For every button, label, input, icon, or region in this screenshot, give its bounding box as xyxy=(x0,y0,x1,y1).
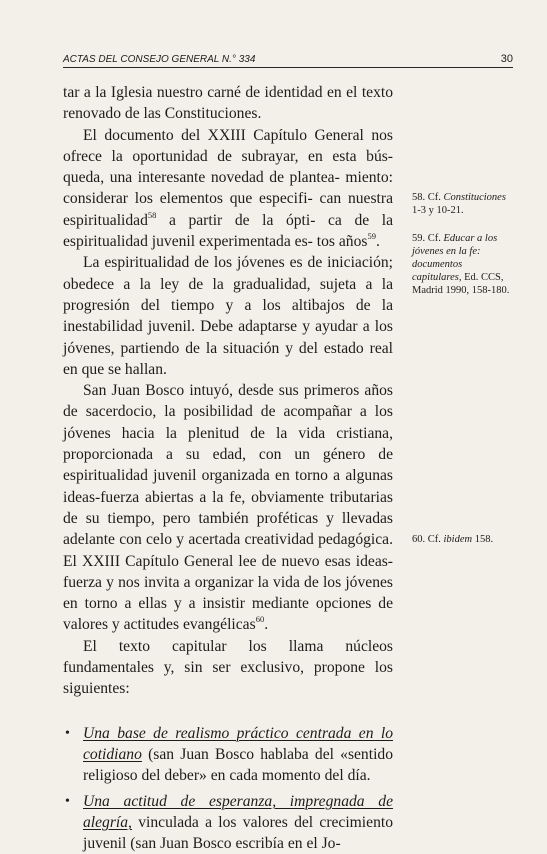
bullet-icon: • xyxy=(65,791,70,812)
footnote-ref-58[interactable]: 58 xyxy=(148,210,157,220)
paragraph-documento: El documento del XXIII Capítulo General nos ofrece la oportunidad de subrayar, en esta bús- queda, una interesante novedad de plantea- miento: considerar los elementos que especifi- can nuestra espiritualidad$^{58}$ a partir de la ópti- ca de la espiritualidad juvenil experimentada es- tos años$^{59}$. xyxy=(63,125,393,253)
footnote-ref-59[interactable]: 59 xyxy=(367,231,376,241)
list-item-text: (san Juan Bosco hablaba del «sentido religioso del deber» en cada momento del día. xyxy=(83,746,393,784)
page-number: 30 xyxy=(501,53,513,65)
list-item-title: Una actitud de esperanza, impregnada de alegría, xyxy=(83,793,393,831)
footnote-59: 59. Cf. Educar a los jóvenes en la fe: documentos capitulares, Ed. CCS, Madrid 1990, 158-180. xyxy=(412,232,514,297)
running-title: ACTAS DEL CONSEJO GENERAL N.° 334 xyxy=(63,54,255,65)
paragraph-nucleos: El texto capitular los llama núcleos fundamentales y, sin ser exclusivo, propone los siguientes: xyxy=(63,636,393,700)
list-item xyxy=(63,791,393,854)
footnote-60: 60. Cf. ibidem 158. xyxy=(412,533,514,546)
list-item-text: vinculada a los valores del crecimiento juvenil (san Juan Bosco escribía en el Jo- xyxy=(83,814,393,852)
main-text xyxy=(63,82,393,854)
paragraph-espiritualidad: La espiritualidad de los jóvenes es de iniciación; obedece a la ley de la gradualidad, sujeta a la progresión del tiempo y a los altibajos de la inestabilidad juvenil. Debe adaptarse y ayudar a los jóvenes, partiendo de la situación y del estado real en que se hallan. xyxy=(63,252,393,380)
list-item xyxy=(63,723,393,787)
header-rule xyxy=(63,67,513,68)
running-header xyxy=(63,53,513,65)
nucleos-list xyxy=(63,723,393,854)
paragraph-continued: tar a la Iglesia nuestro carné de identidad en el texto renovado de las Constituciones. xyxy=(63,82,393,125)
paragraph-san-juan-bosco: San Juan Bosco intuyó, desde sus primeros años de sacerdocio, la posibilidad de acompañar a los jóvenes hacia la plenitud de la vida cristiana, proporcionada a su edad, con un género de espiritualidad juvenil organizada en torno a algunas ideas-fuerza abiertas a la fe, obviamente tributarias de su tiempo, pero también proféticas y llevadas adelante con celo y acertada creatividad pedagógica. El XXIII Capítulo General lee de nuevo esas ideas-fuerza y nos invita a organizar la vida de los jóvenes en torno a ellas y a insistir mediante opciones de valores y actitudes evangélicas$^{60}$. xyxy=(63,380,393,636)
footnote-ref-60[interactable]: 60 xyxy=(256,614,265,624)
list-item-title: Una base de realismo práctico centrada en lo cotidiano xyxy=(83,725,393,763)
footnote-58: 58. Cf. Constituciones 1-3 y 10-21. xyxy=(412,191,514,217)
bullet-icon: • xyxy=(65,723,70,744)
